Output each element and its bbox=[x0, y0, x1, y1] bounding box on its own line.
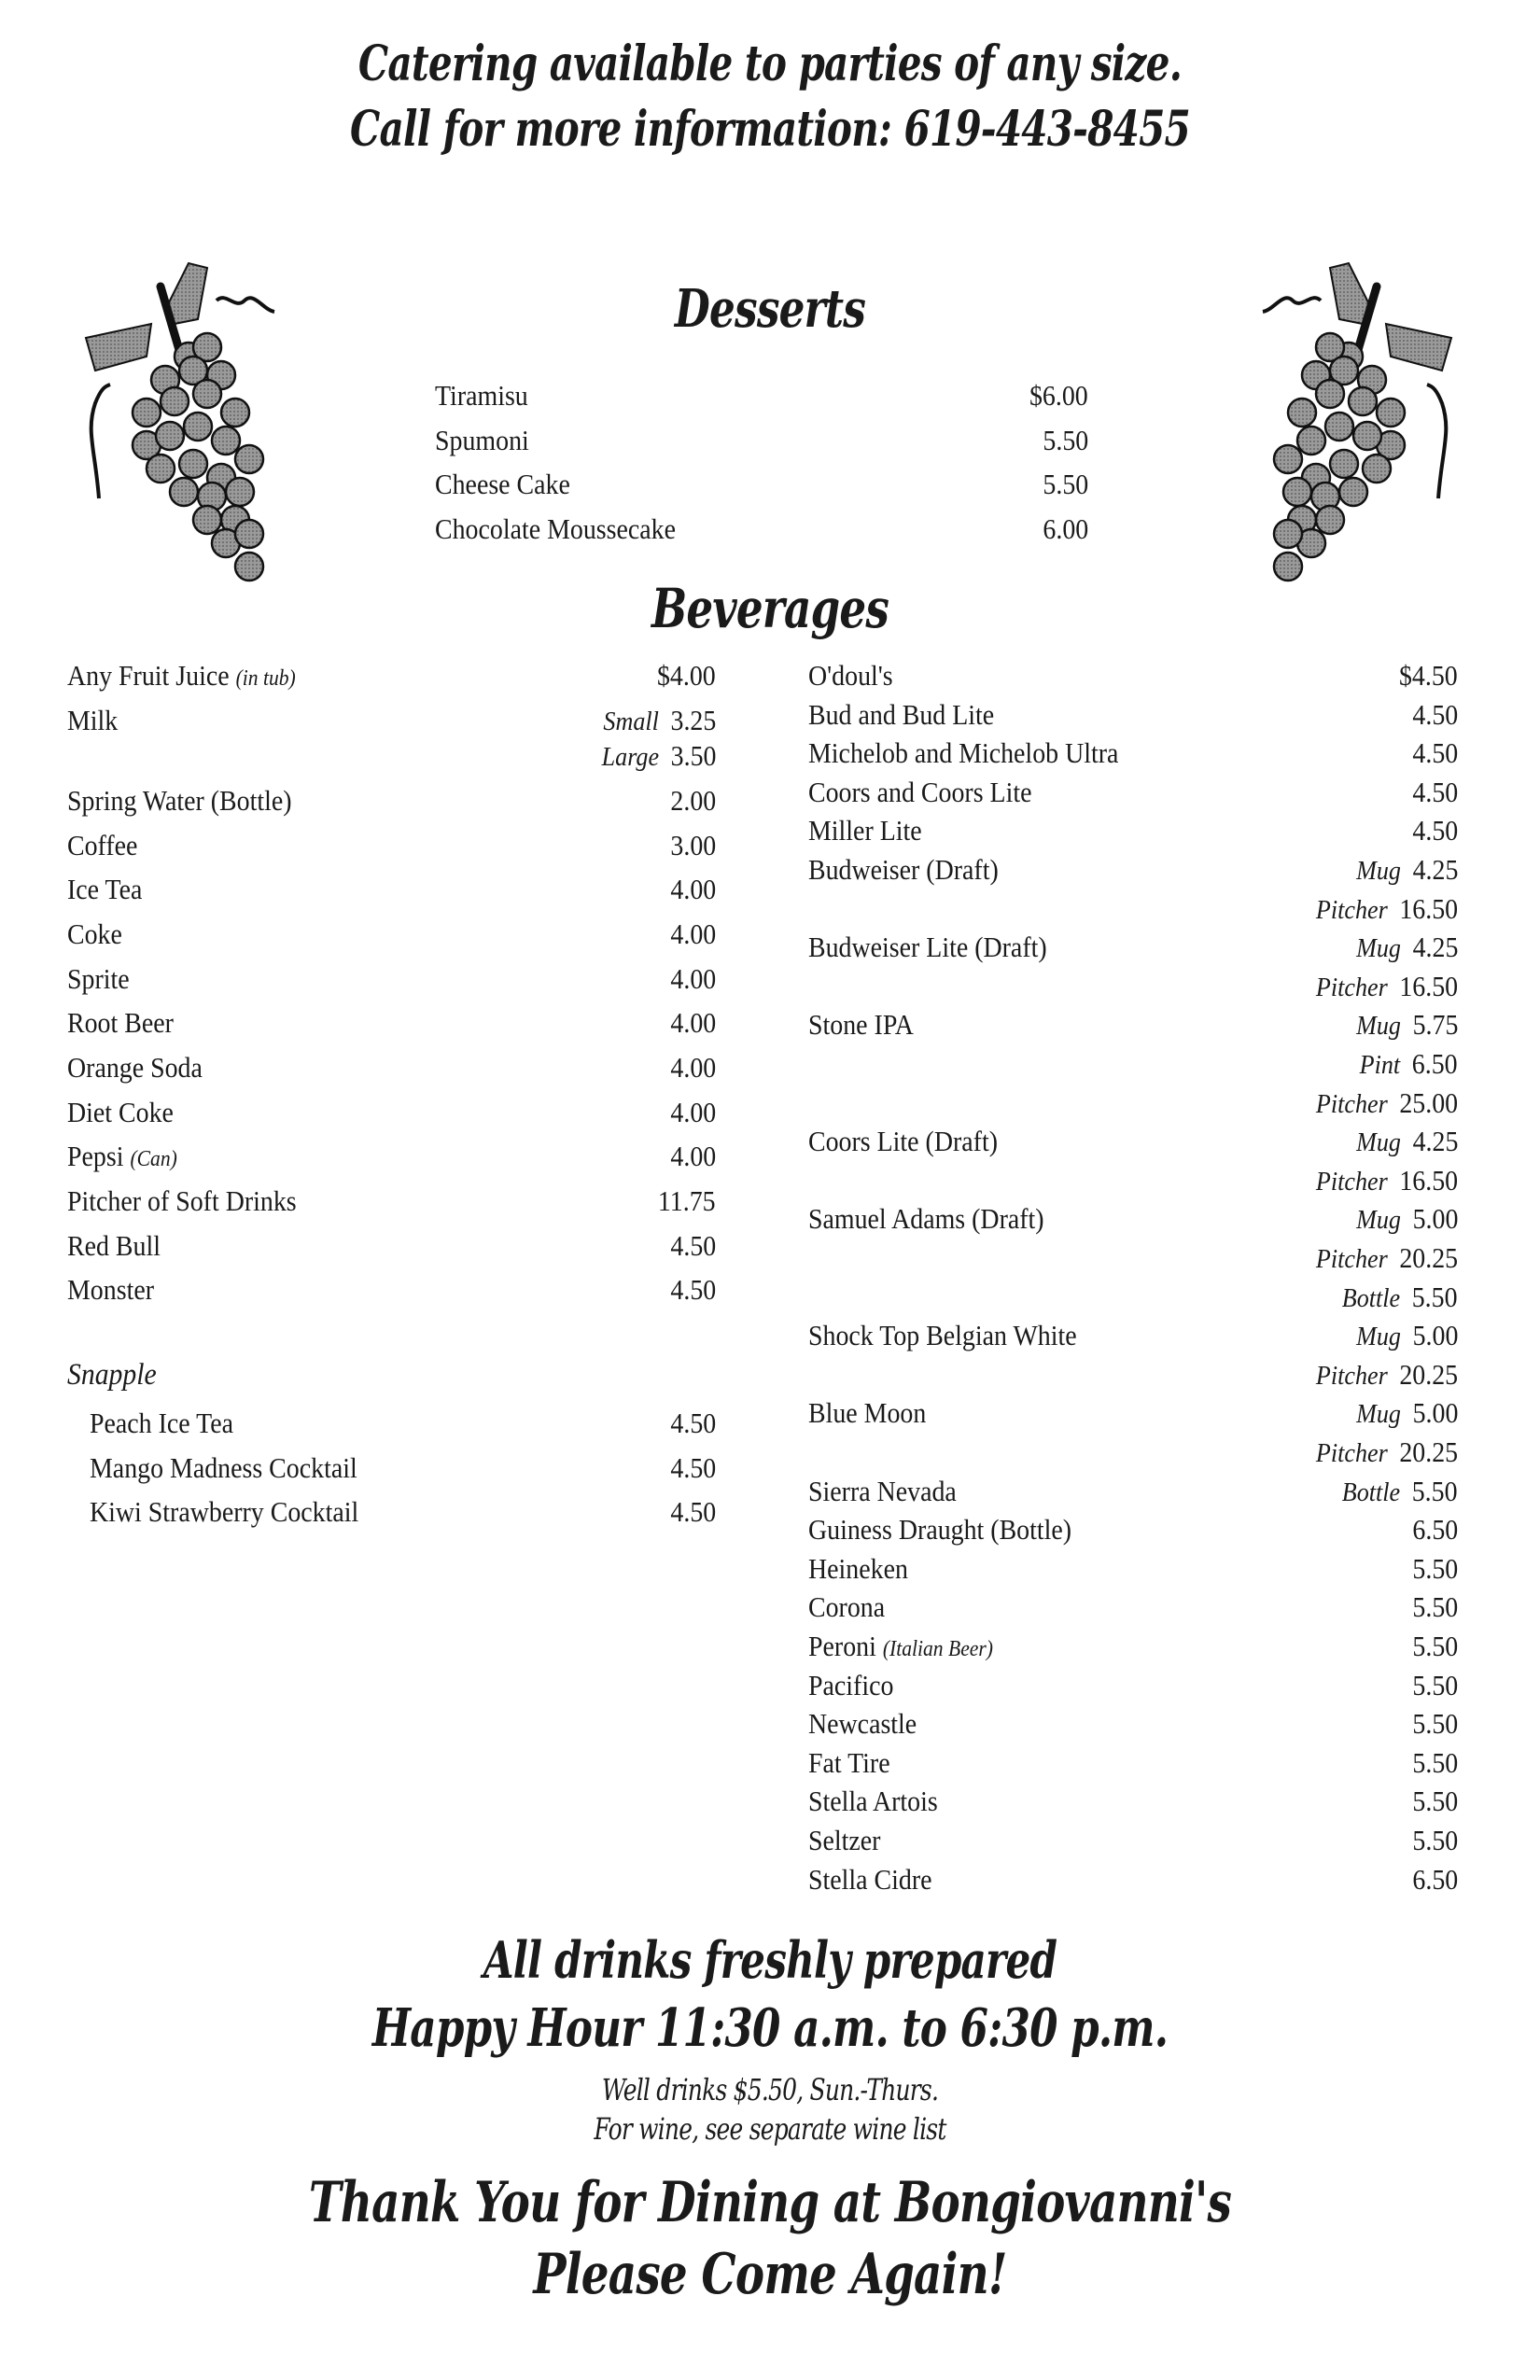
beverage-name bbox=[808, 776, 1031, 809]
beverage-price bbox=[1412, 1590, 1458, 1624]
serving-size-label: Mug bbox=[1355, 1205, 1401, 1235]
beverage-name bbox=[808, 1125, 998, 1158]
beverage-price bbox=[601, 739, 716, 773]
beverage-name-text: Monster bbox=[67, 1273, 154, 1306]
catering-notice: Catering available to parties of any size. bbox=[357, 35, 1183, 92]
beverage-name bbox=[808, 1863, 932, 1897]
price-value: 5.50 bbox=[1412, 1552, 1458, 1585]
beverage-name-text: Budweiser (Draft) bbox=[808, 853, 999, 886]
beverage-price bbox=[1356, 1202, 1458, 1236]
beverage-price bbox=[670, 873, 716, 906]
beverage-name bbox=[808, 1824, 880, 1857]
beverage-price bbox=[658, 1184, 716, 1218]
price-value: 4.00 bbox=[670, 1051, 716, 1084]
beverage-note: (Italian Beer) bbox=[882, 1637, 993, 1661]
beverage-name-text: Bud and Bud Lite bbox=[808, 698, 995, 731]
beverage-name bbox=[808, 736, 1118, 770]
beverage-name-text: Stone IPA bbox=[808, 1008, 914, 1041]
beverage-price bbox=[670, 829, 716, 862]
beverage-name bbox=[808, 931, 1047, 964]
beverage-price bbox=[1356, 931, 1458, 964]
beverage-name bbox=[808, 853, 999, 887]
beverage-name bbox=[90, 1495, 358, 1529]
beverage-name bbox=[90, 1407, 233, 1440]
beverage-name bbox=[67, 659, 296, 693]
beverage-price bbox=[1316, 1164, 1458, 1197]
beverage-note: (Can) bbox=[130, 1147, 177, 1171]
beverage-name-text: Budweiser Lite (Draft) bbox=[808, 931, 1047, 963]
beverage-name bbox=[808, 1552, 908, 1586]
beverage-name-text: Guiness Draught (Bottle) bbox=[808, 1513, 1072, 1546]
beverage-name bbox=[808, 1590, 885, 1624]
beverage-name bbox=[67, 704, 118, 737]
beverage-price bbox=[1360, 1047, 1458, 1081]
beverage-name-text: Pepsi bbox=[67, 1140, 124, 1172]
serving-size-label: Pitcher bbox=[1315, 973, 1388, 1002]
beverage-price bbox=[1412, 1824, 1458, 1857]
beverage-price bbox=[1356, 1125, 1458, 1158]
price-value: 3.00 bbox=[670, 829, 716, 861]
beverage-name bbox=[808, 1746, 890, 1780]
beverage-price bbox=[1412, 1513, 1458, 1547]
price-value: 4.50 bbox=[1412, 776, 1458, 808]
beverage-name bbox=[67, 917, 122, 951]
beverage-name bbox=[67, 962, 130, 996]
beverage-name bbox=[808, 1319, 1077, 1352]
dessert-name: Spumoni bbox=[435, 424, 529, 456]
beverage-name-text: Stella Artois bbox=[808, 1785, 938, 1817]
serving-size-label: Pitcher bbox=[1315, 1167, 1388, 1197]
serving-size-label: Bottle bbox=[1342, 1477, 1401, 1507]
price-value: 16.50 bbox=[1399, 1164, 1458, 1197]
beverage-price bbox=[670, 1051, 716, 1085]
price-value: 2.00 bbox=[670, 784, 716, 817]
beverage-name-text: Orange Soda bbox=[67, 1051, 203, 1084]
dessert-name: Tiramisu bbox=[435, 379, 528, 412]
price-value: 4.50 bbox=[670, 1495, 716, 1528]
beverage-price bbox=[1342, 1475, 1458, 1508]
beverages-heading: Beverages bbox=[651, 577, 889, 640]
price-value: 4.25 bbox=[1412, 931, 1458, 963]
beverage-name-text: Peroni bbox=[808, 1630, 876, 1662]
beverage-price bbox=[670, 1273, 716, 1307]
beverage-name bbox=[808, 659, 893, 693]
beverage-name-text: Fat Tire bbox=[808, 1746, 890, 1779]
beverage-price bbox=[1316, 892, 1458, 926]
price-value: 5.50 bbox=[1412, 1824, 1458, 1856]
serving-size-label: Pitcher bbox=[1315, 895, 1388, 925]
desserts-heading: Desserts bbox=[674, 278, 866, 340]
beverage-price bbox=[670, 784, 716, 818]
beverage-name bbox=[808, 1707, 917, 1741]
beverage-price bbox=[657, 659, 716, 693]
catering-phone: Call for more information: 619-443-8455 bbox=[350, 101, 1190, 158]
beverage-name-text: Coors and Coors Lite bbox=[808, 776, 1032, 808]
price-value: 5.00 bbox=[1412, 1319, 1458, 1351]
beverage-price bbox=[1316, 1358, 1458, 1392]
dessert-price: 5.50 bbox=[1043, 468, 1088, 500]
beverage-name-text: Michelob and Michelob Ultra bbox=[808, 736, 1119, 769]
beverage-name-text: Diet Coke bbox=[67, 1096, 174, 1128]
serving-size-label: Pitcher bbox=[1315, 1089, 1388, 1119]
beverage-name-text: Stella Cidre bbox=[808, 1863, 932, 1896]
price-value: 4.25 bbox=[1412, 1125, 1458, 1157]
serving-size-label: Small bbox=[603, 707, 659, 736]
beverage-name bbox=[67, 1273, 154, 1307]
beverage-name-text: Coors Lite (Draft) bbox=[808, 1125, 998, 1157]
beverage-name bbox=[808, 1396, 926, 1430]
beverage-price bbox=[1412, 736, 1458, 770]
beverage-price bbox=[1316, 1241, 1458, 1275]
dessert-name: Cheese Cake bbox=[435, 468, 570, 500]
beverage-price bbox=[670, 1407, 716, 1440]
serving-size-label: Large bbox=[601, 742, 659, 772]
price-value: 4.50 bbox=[670, 1407, 716, 1439]
price-value: 4.00 bbox=[670, 1140, 716, 1172]
beverage-price bbox=[670, 917, 716, 951]
beverage-name-text: Samuel Adams (Draft) bbox=[808, 1202, 1044, 1235]
price-value: 6.50 bbox=[1412, 1863, 1458, 1896]
beverage-price bbox=[670, 1096, 716, 1129]
price-value: 4.50 bbox=[670, 1451, 716, 1484]
price-value: 6.50 bbox=[1412, 1047, 1458, 1080]
beverage-price bbox=[1316, 970, 1458, 1003]
snapple-subheading: Snapple bbox=[67, 1358, 157, 1392]
price-value: 4.00 bbox=[670, 1096, 716, 1128]
price-value: 20.25 bbox=[1399, 1241, 1458, 1274]
beverage-price bbox=[1412, 1669, 1458, 1702]
price-value: 5.00 bbox=[1412, 1396, 1458, 1429]
price-value: 16.50 bbox=[1399, 892, 1458, 925]
price-value: 4.50 bbox=[1412, 736, 1458, 769]
beverage-price bbox=[1356, 1319, 1458, 1352]
beverage-price bbox=[1399, 659, 1458, 693]
beverage-name-text: Milk bbox=[67, 704, 119, 736]
beverage-name-text: Corona bbox=[808, 1590, 886, 1623]
price-value: 4.00 bbox=[670, 962, 716, 995]
beverage-name bbox=[808, 1475, 957, 1508]
beverage-name-text: Miller Lite bbox=[808, 814, 922, 847]
serving-size-label: Bottle bbox=[1342, 1283, 1401, 1313]
price-value: 5.50 bbox=[1412, 1475, 1458, 1507]
dessert-name: Chocolate Moussecake bbox=[435, 512, 677, 545]
price-value: 11.75 bbox=[658, 1184, 716, 1217]
price-value: 5.50 bbox=[1412, 1785, 1458, 1817]
price-value: 4.25 bbox=[1412, 853, 1458, 886]
beverage-price bbox=[1412, 698, 1458, 732]
beverage-name bbox=[67, 1006, 174, 1040]
price-value: 4.00 bbox=[670, 1006, 716, 1039]
beverage-name-text: O'doul's bbox=[808, 659, 893, 692]
price-value: 5.00 bbox=[1412, 1202, 1458, 1235]
price-value: 4.00 bbox=[670, 873, 716, 905]
beverage-name-text: Newcastle bbox=[808, 1707, 917, 1740]
beverage-price bbox=[670, 1451, 716, 1485]
beverage-name bbox=[67, 1229, 161, 1263]
beverage-name bbox=[808, 1513, 1071, 1547]
beverage-name-text: Red Bull bbox=[67, 1229, 161, 1262]
beverage-name bbox=[67, 873, 142, 906]
beverage-price bbox=[1316, 1086, 1458, 1120]
price-value: 3.25 bbox=[670, 704, 716, 736]
price-value: 5.50 bbox=[1412, 1281, 1458, 1313]
serving-size-label: Pitcher bbox=[1315, 1361, 1388, 1391]
serving-size-label: Pitcher bbox=[1315, 1244, 1388, 1274]
price-value: 4.50 bbox=[1412, 698, 1458, 731]
price-value: 4.00 bbox=[670, 917, 716, 950]
serving-size-label: Mug bbox=[1355, 1322, 1401, 1351]
well-drinks-note: Well drinks $5.50, Sun.-Thurs. bbox=[601, 2072, 939, 2107]
beverage-name bbox=[808, 814, 922, 847]
beverage-name-text: Mango Madness Cocktail bbox=[90, 1451, 357, 1484]
price-value: 25.00 bbox=[1399, 1086, 1458, 1119]
beverage-price bbox=[1412, 1785, 1458, 1818]
beverage-name-text: Peach Ice Tea bbox=[90, 1407, 233, 1439]
beverage-name bbox=[808, 1630, 993, 1663]
beverage-name-text: Shock Top Belgian White bbox=[808, 1319, 1077, 1351]
beverage-note: (in tub) bbox=[235, 666, 296, 691]
dessert-price: 5.50 bbox=[1043, 424, 1088, 456]
beverage-price bbox=[1412, 1630, 1458, 1663]
price-value: 5.50 bbox=[1412, 1746, 1458, 1779]
beverage-name bbox=[808, 1669, 893, 1702]
price-value: $4.00 bbox=[657, 659, 716, 692]
beverage-name bbox=[808, 1785, 938, 1818]
beverage-name bbox=[67, 1140, 177, 1173]
beverage-name bbox=[67, 1051, 203, 1085]
beverage-name bbox=[90, 1451, 357, 1485]
price-value: 5.50 bbox=[1412, 1669, 1458, 1701]
beverage-price bbox=[1356, 1396, 1458, 1430]
beverage-name bbox=[67, 1184, 297, 1218]
beverage-price bbox=[670, 1006, 716, 1040]
beverage-price bbox=[1412, 814, 1458, 847]
beverage-price bbox=[670, 962, 716, 996]
beverage-name-text: Blue Moon bbox=[808, 1396, 927, 1429]
beverage-price bbox=[670, 1140, 716, 1173]
price-value: 3.50 bbox=[670, 739, 716, 772]
beverage-name-text: Ice Tea bbox=[67, 873, 143, 905]
beverage-name-text: Any Fruit Juice bbox=[67, 659, 230, 692]
beverage-name-text: Sprite bbox=[67, 962, 130, 995]
price-value: 4.50 bbox=[670, 1229, 716, 1262]
beverage-price bbox=[670, 1495, 716, 1529]
price-value: 5.50 bbox=[1412, 1707, 1458, 1740]
serving-size-label: Mug bbox=[1355, 933, 1401, 963]
beverage-name bbox=[808, 1202, 1044, 1236]
beverage-name-text: Root Beer bbox=[67, 1006, 174, 1039]
beverage-price bbox=[1412, 776, 1458, 809]
beverage-name bbox=[808, 1008, 914, 1042]
beverage-price bbox=[1412, 1746, 1458, 1780]
price-value: 5.50 bbox=[1412, 1630, 1458, 1662]
beverage-name bbox=[808, 698, 994, 732]
beverage-name-text: Spring Water (Bottle) bbox=[67, 784, 292, 817]
beverage-name bbox=[67, 829, 137, 862]
dessert-price: 6.00 bbox=[1043, 512, 1088, 545]
beverage-name-text: Pitcher of Soft Drinks bbox=[67, 1184, 297, 1217]
price-value: 6.50 bbox=[1412, 1513, 1458, 1546]
beverage-name-text: Kiwi Strawberry Cocktail bbox=[90, 1495, 359, 1528]
serving-size-label: Mug bbox=[1355, 1399, 1401, 1429]
price-value: $4.50 bbox=[1399, 659, 1458, 692]
price-value: 5.50 bbox=[1412, 1590, 1458, 1623]
serving-size-label: Mug bbox=[1355, 1011, 1401, 1041]
beverage-name bbox=[67, 784, 292, 818]
dessert-price: $6.00 bbox=[1029, 379, 1088, 412]
thank-you-message: Thank You for Dining at Bongiovanni's bbox=[308, 2170, 1232, 2235]
serving-size-label: Mug bbox=[1355, 1127, 1401, 1157]
beverage-price bbox=[1412, 1863, 1458, 1897]
freshly-prepared-note: All drinks freshly prepared bbox=[483, 1930, 1057, 1990]
beverage-name-text: Coke bbox=[67, 917, 122, 950]
price-value: 16.50 bbox=[1399, 970, 1458, 1002]
serving-size-label: Pint bbox=[1360, 1050, 1401, 1080]
beverage-price bbox=[1342, 1281, 1458, 1314]
beverage-name-text: Pacifico bbox=[808, 1669, 894, 1701]
price-value: 4.50 bbox=[1412, 814, 1458, 847]
beverage-name-text: Seltzer bbox=[808, 1824, 881, 1856]
beverage-price bbox=[1316, 1435, 1458, 1469]
beverage-name-text: Coffee bbox=[67, 829, 138, 861]
beverage-price bbox=[603, 704, 716, 737]
beverage-price bbox=[1356, 1008, 1458, 1042]
happy-hour-note: Happy Hour 11:30 a.m. to 6:30 p.m. bbox=[371, 1997, 1169, 2059]
beverage-name-text: Heineken bbox=[808, 1552, 908, 1585]
beverage-name bbox=[67, 1096, 174, 1129]
beverage-price bbox=[1412, 1707, 1458, 1741]
price-value: 20.25 bbox=[1399, 1435, 1458, 1468]
price-value: 20.25 bbox=[1399, 1358, 1458, 1391]
wine-list-note: For wine, see separate wine list bbox=[594, 2111, 946, 2147]
price-value: 4.50 bbox=[670, 1273, 716, 1306]
price-value: 5.75 bbox=[1412, 1008, 1458, 1041]
beverage-name-text: Sierra Nevada bbox=[808, 1475, 957, 1507]
beverage-price bbox=[670, 1229, 716, 1263]
come-again-message: Please Come Again! bbox=[533, 2242, 1007, 2307]
serving-size-label: Pitcher bbox=[1315, 1438, 1388, 1468]
beverage-price bbox=[1356, 853, 1458, 887]
beverage-price bbox=[1412, 1552, 1458, 1586]
serving-size-label: Mug bbox=[1355, 856, 1401, 886]
